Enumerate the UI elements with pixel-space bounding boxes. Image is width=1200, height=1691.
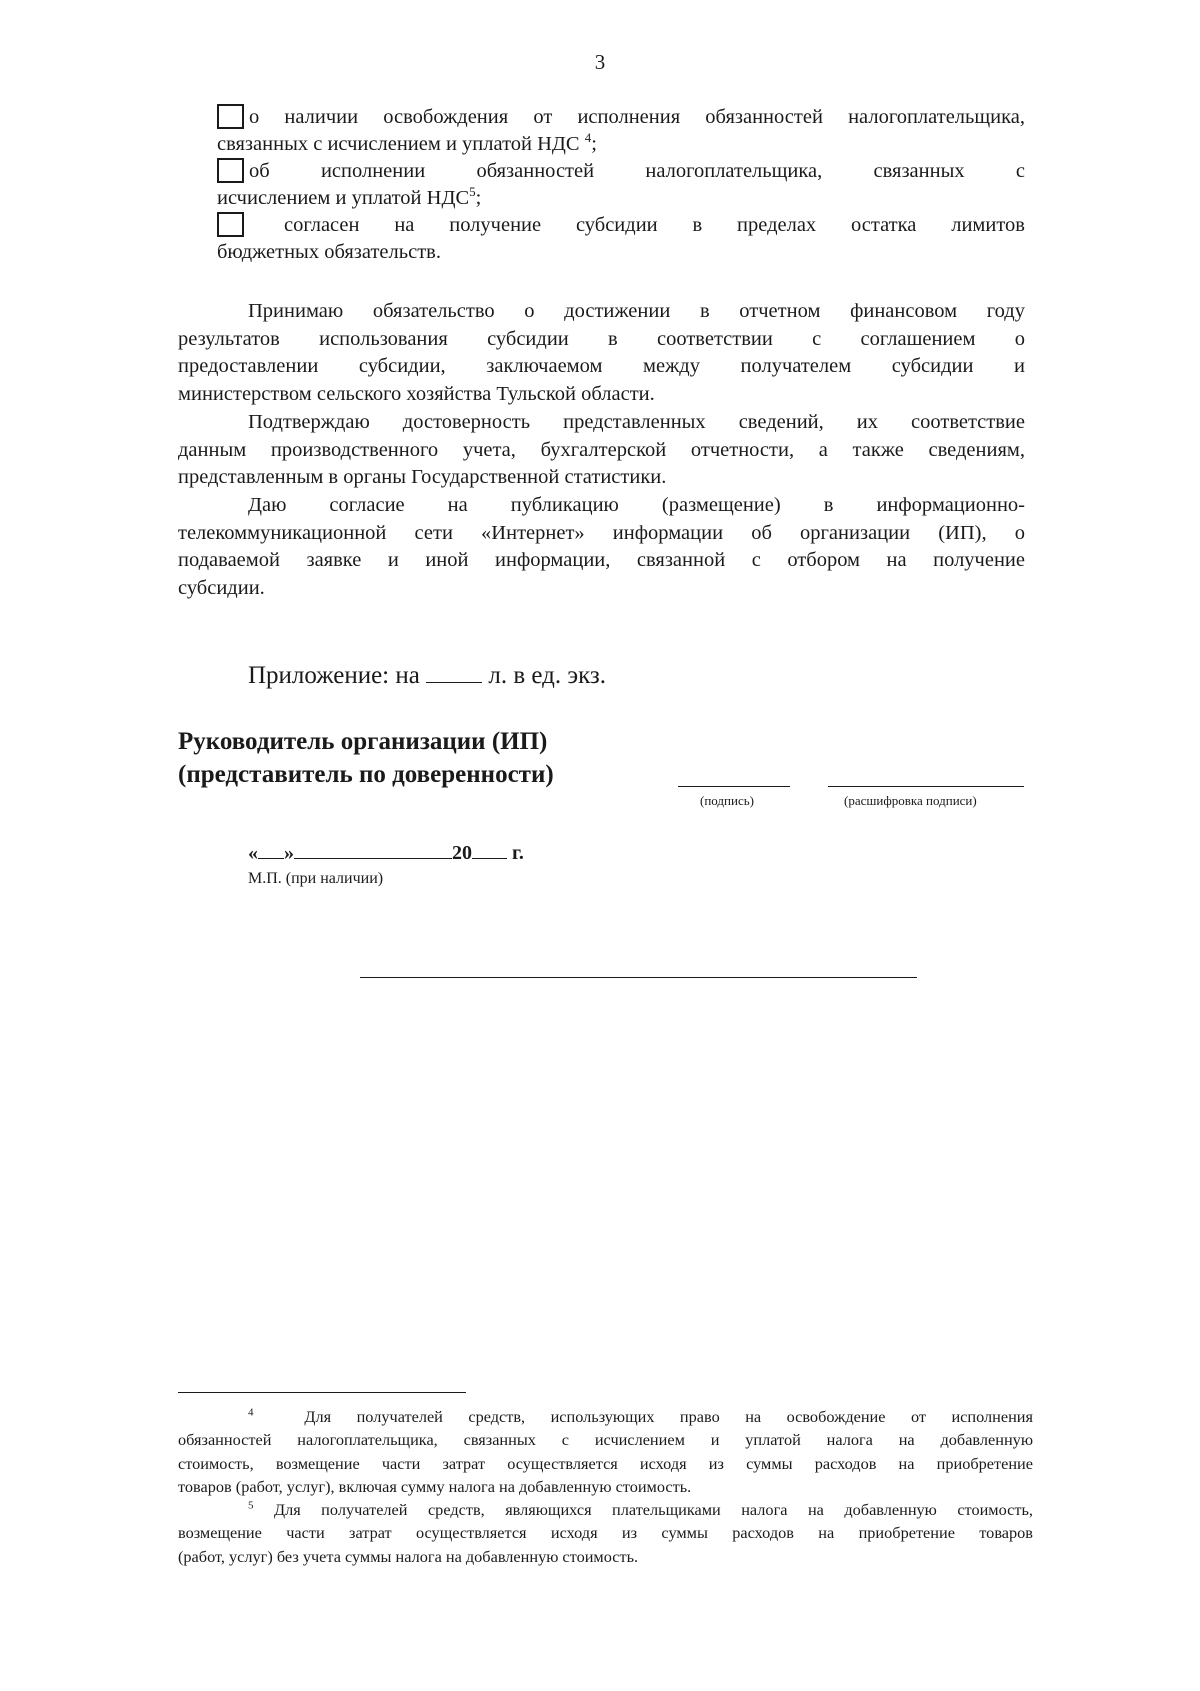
date-day-field[interactable] — [258, 858, 284, 859]
paragraph-line: Подтверждаю достоверность представленных сведений, их соответствие — [248, 410, 1025, 433]
footnote-line: обязанностей налогоплательщика, связанных с исчислением и уплатой налога на добавленную — [178, 1430, 1033, 1450]
date-year-prefix: 20 — [452, 842, 472, 864]
paragraph-line: Даю согласие на публикацию (размещение) в информационно- — [248, 493, 1025, 516]
option-budget-limits-line2: бюджетных обязательств. — [217, 241, 441, 263]
footnote-rule — [178, 1392, 466, 1393]
appendix-sheets-field[interactable] — [426, 682, 482, 683]
date-close-quote: » — [284, 842, 294, 864]
option-vat-payer — [217, 158, 1025, 212]
footnote-mark-4: 4 — [248, 1406, 254, 1419]
footnote-line: стоимость, возмещение части затрат осуществляется исходя из суммы расходов на приобретение — [178, 1453, 1033, 1473]
option-vat-exemption-line1: о наличии освобождения от исполнения обязанностей налогоплательщика, — [249, 106, 1025, 128]
option-vat-exemption — [217, 104, 1025, 158]
paragraph-line: субсидии. — [178, 577, 265, 600]
appendix-prefix: Приложение: на — [248, 662, 420, 689]
option-vat-exemption-tail: ; — [591, 133, 597, 155]
footnote-line: возмещение части затрат осуществляется исходя из суммы расходов на приобретение товаров — [178, 1523, 1033, 1543]
date-year-suffix: г. — [512, 842, 524, 864]
footnote-line: Для получателей средств, использующих право на освобождение от исполнения — [304, 1407, 1034, 1426]
paragraph-confirmation — [178, 409, 1025, 492]
checkbox-options — [217, 104, 1025, 266]
date-open-quote: « — [248, 842, 258, 864]
page-number: 3 — [594, 50, 606, 74]
footnote-4 — [178, 1405, 1033, 1498]
option-vat-exemption-line2: связанных с исчислением и уплатой НДС — [217, 133, 580, 155]
footnotes — [178, 1405, 1033, 1568]
footnote-line: товаров (работ, услуг), включая сумму налога на добавленную стоимость. — [178, 1476, 692, 1496]
paragraph-line: телекоммуникационной сети «Интернет» информации об организации (ИП), о — [178, 521, 1025, 544]
footnote-ref-5[interactable]: 5 — [469, 184, 476, 200]
option-budget-limits — [217, 212, 1025, 266]
checkbox-budget-limits[interactable] — [217, 212, 244, 237]
date-month-field[interactable] — [294, 858, 452, 859]
section-divider — [360, 977, 917, 978]
stamp-note: М.П. (при наличии) — [248, 870, 384, 887]
signature-field[interactable] — [678, 786, 790, 787]
paragraph-line: данным производственного учета, бухгалтерской отчетности, а также сведениям, — [178, 438, 1025, 461]
paragraph-line: министерством сельского хозяйства Тульской области. — [178, 383, 655, 406]
paragraph-consent — [178, 492, 1025, 603]
paragraph-obligation — [178, 298, 1025, 409]
paragraph-line: Принимаю обязательство о достижении в отчетном финансовом году — [248, 300, 1025, 322]
paragraph-line: представленным в органы Государственной статистики. — [178, 466, 667, 489]
paragraph-line: предоставлении субсидии, заключаемом между получателем субсидии и — [178, 355, 1025, 378]
date-year-field[interactable] — [472, 858, 507, 859]
appendix-line — [248, 662, 606, 690]
option-vat-payer-line1: об исполнении обязанностей налогоплательщика, связанных с — [249, 160, 1025, 182]
option-vat-payer-line2: исчислением и уплатой НДС — [217, 187, 470, 209]
appendix-suffix: л. в ед. экз. — [488, 662, 607, 689]
signatory-title: Руководитель организации (ИП) — [178, 728, 548, 755]
body-paragraphs — [178, 298, 1025, 603]
date-line — [248, 842, 524, 865]
footnote-mark-5: 5 — [248, 1499, 254, 1512]
option-budget-limits-line1: согласен на получение субсидии в пределах остатка лимитов — [284, 214, 1025, 236]
signature-caption: (подпись) — [700, 793, 754, 808]
footnote-5 — [178, 1498, 1033, 1568]
signature-decoding-caption: (расшифровка подписи) — [844, 793, 977, 808]
checkbox-vat-exemption[interactable] — [217, 104, 244, 129]
option-vat-payer-tail: ; — [475, 187, 482, 209]
signature-decoding-field[interactable] — [828, 786, 1024, 787]
signatory-subtitle: (представитель по доверенности) — [178, 761, 554, 788]
checkbox-vat-payer[interactable] — [217, 158, 244, 183]
footnote-line: (работ, услуг) без учета суммы налога на добавленную стоимость. — [178, 1546, 639, 1566]
paragraph-line: подаваемой заявке и иной информации, связанной с отбором на получение — [178, 549, 1025, 572]
paragraph-line: результатов использования субсидии в соответствии с соглашением о — [178, 327, 1025, 350]
footnote-ref-4[interactable]: 4 — [584, 130, 592, 146]
footnote-line: Для получателей средств, являющихся плательщиками налога на добавленную стоимость, — [273, 1500, 1033, 1520]
